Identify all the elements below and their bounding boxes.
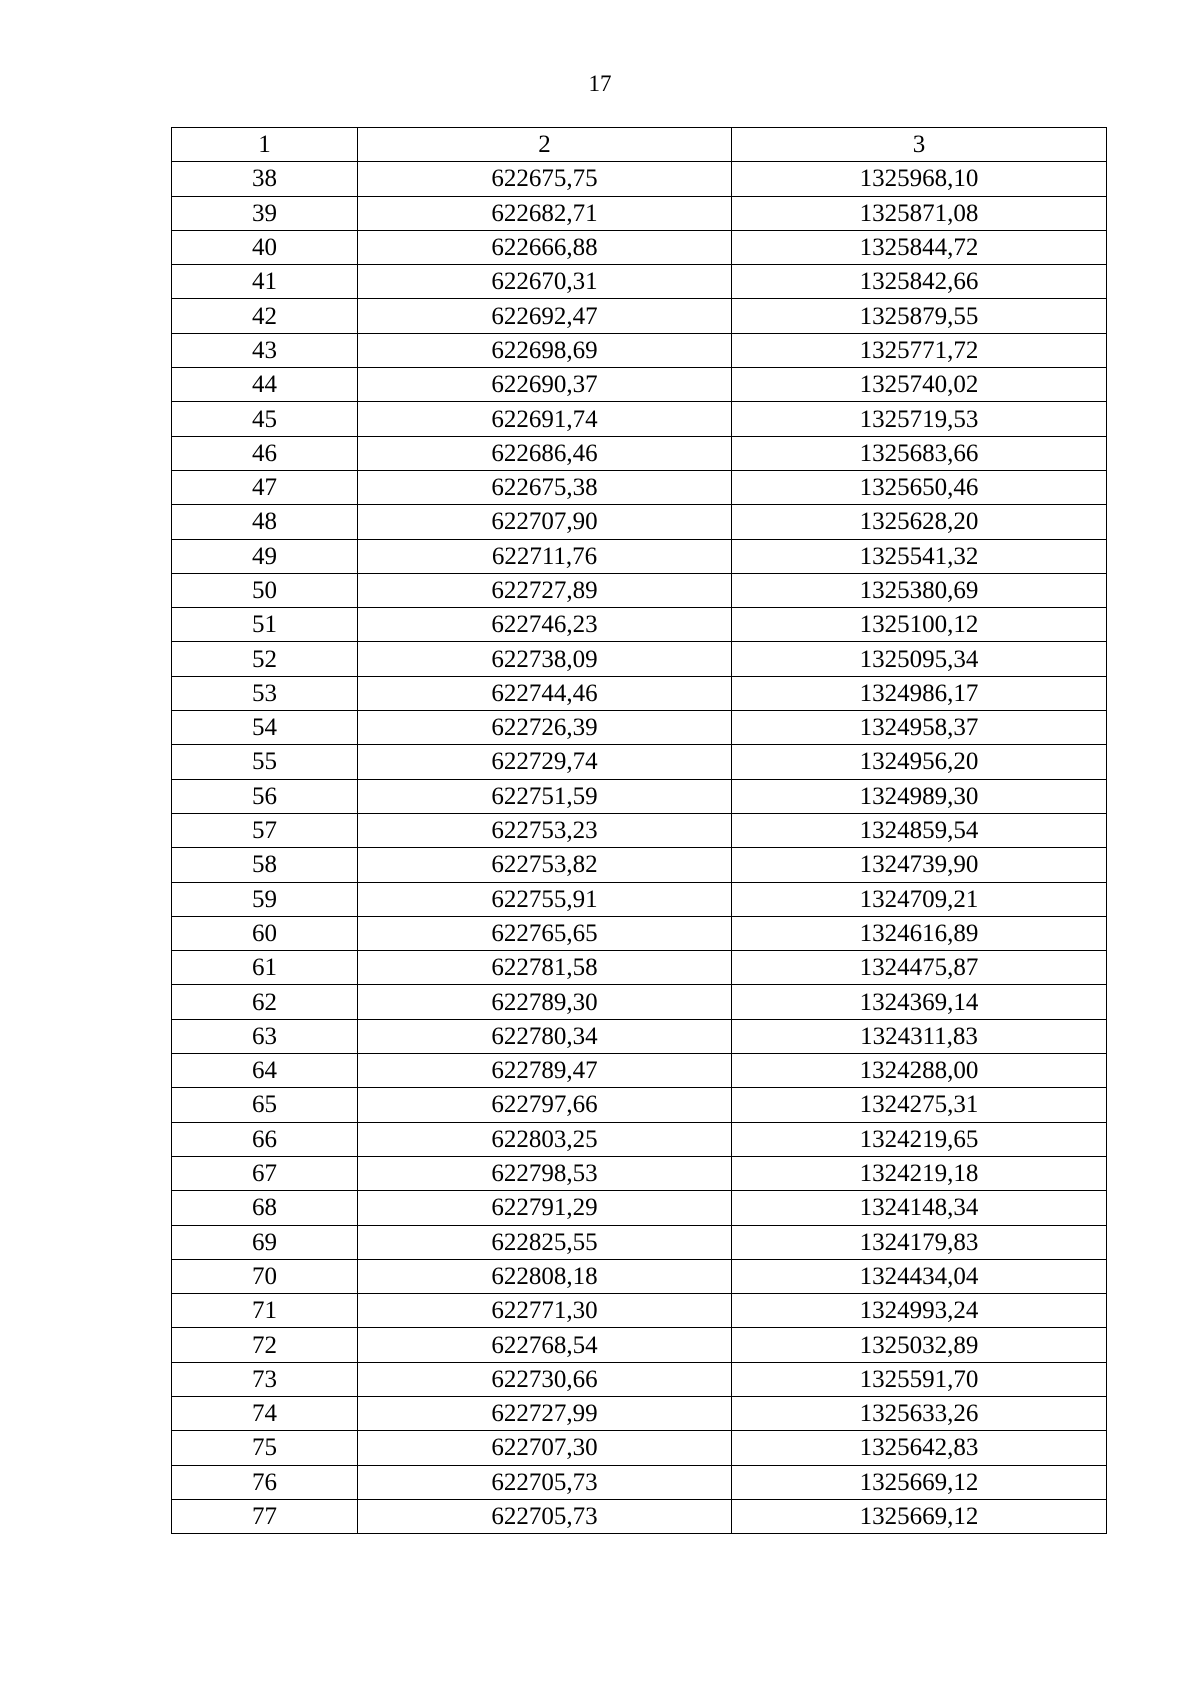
cell-y: 1325380,69 bbox=[732, 573, 1107, 607]
table-row bbox=[172, 711, 1107, 745]
cell-x: 622798,53 bbox=[358, 1156, 732, 1190]
cell-y: 1325842,66 bbox=[732, 265, 1107, 299]
cell-y: 1325642,83 bbox=[732, 1431, 1107, 1465]
cell-point-number: 68 bbox=[172, 1191, 358, 1225]
cell-y: 1324219,65 bbox=[732, 1122, 1107, 1156]
cell-point-number: 67 bbox=[172, 1156, 358, 1190]
cell-point-number: 65 bbox=[172, 1088, 358, 1122]
cell-point-number: 66 bbox=[172, 1122, 358, 1156]
cell-point-number: 48 bbox=[172, 505, 358, 539]
cell-point-number: 73 bbox=[172, 1362, 358, 1396]
cell-point-number: 69 bbox=[172, 1225, 358, 1259]
cell-x: 622797,66 bbox=[358, 1088, 732, 1122]
cell-point-number: 74 bbox=[172, 1396, 358, 1430]
cell-x: 622727,99 bbox=[358, 1396, 732, 1430]
table-row bbox=[172, 333, 1107, 367]
cell-point-number: 44 bbox=[172, 368, 358, 402]
cell-y: 1325740,02 bbox=[732, 368, 1107, 402]
header-cell-x: 2 bbox=[358, 128, 732, 162]
cell-point-number: 70 bbox=[172, 1259, 358, 1293]
cell-y: 1324739,90 bbox=[732, 848, 1107, 882]
cell-x: 622771,30 bbox=[358, 1294, 732, 1328]
cell-y: 1324275,31 bbox=[732, 1088, 1107, 1122]
table-row bbox=[172, 1019, 1107, 1053]
cell-point-number: 40 bbox=[172, 230, 358, 264]
cell-y: 1325095,34 bbox=[732, 642, 1107, 676]
cell-point-number: 38 bbox=[172, 162, 358, 196]
cell-point-number: 46 bbox=[172, 436, 358, 470]
cell-x: 622738,09 bbox=[358, 642, 732, 676]
cell-point-number: 42 bbox=[172, 299, 358, 333]
cell-x: 622781,58 bbox=[358, 951, 732, 985]
cell-point-number: 47 bbox=[172, 470, 358, 504]
cell-point-number: 61 bbox=[172, 951, 358, 985]
cell-point-number: 45 bbox=[172, 402, 358, 436]
cell-x: 622768,54 bbox=[358, 1328, 732, 1362]
header-cell-y: 3 bbox=[732, 128, 1107, 162]
cell-x: 622729,74 bbox=[358, 745, 732, 779]
cell-y: 1324288,00 bbox=[732, 1054, 1107, 1088]
table-row bbox=[172, 265, 1107, 299]
cell-y: 1324311,83 bbox=[732, 1019, 1107, 1053]
cell-point-number: 76 bbox=[172, 1465, 358, 1499]
cell-x: 622808,18 bbox=[358, 1259, 732, 1293]
cell-y: 1324956,20 bbox=[732, 745, 1107, 779]
cell-y: 1324986,17 bbox=[732, 676, 1107, 710]
table-row bbox=[172, 368, 1107, 402]
cell-x: 622692,47 bbox=[358, 299, 732, 333]
cell-point-number: 57 bbox=[172, 813, 358, 847]
cell-x: 622825,55 bbox=[358, 1225, 732, 1259]
cell-point-number: 50 bbox=[172, 573, 358, 607]
cell-x: 622675,38 bbox=[358, 470, 732, 504]
cell-x: 622753,82 bbox=[358, 848, 732, 882]
cell-x: 622753,23 bbox=[358, 813, 732, 847]
table-row bbox=[172, 608, 1107, 642]
coordinates-table bbox=[171, 127, 1107, 1534]
cell-point-number: 63 bbox=[172, 1019, 358, 1053]
table-row bbox=[172, 813, 1107, 847]
table-row bbox=[172, 951, 1107, 985]
cell-y: 1324989,30 bbox=[732, 779, 1107, 813]
cell-y: 1325771,72 bbox=[732, 333, 1107, 367]
table-row bbox=[172, 162, 1107, 196]
cell-y: 1325669,12 bbox=[732, 1465, 1107, 1499]
cell-x: 622698,69 bbox=[358, 333, 732, 367]
table-row bbox=[172, 642, 1107, 676]
cell-x: 622789,30 bbox=[358, 985, 732, 1019]
cell-y: 1324616,89 bbox=[732, 916, 1107, 950]
header-row bbox=[172, 128, 1107, 162]
cell-point-number: 53 bbox=[172, 676, 358, 710]
table-row bbox=[172, 882, 1107, 916]
cell-y: 1324369,14 bbox=[732, 985, 1107, 1019]
cell-y: 1325844,72 bbox=[732, 230, 1107, 264]
cell-y: 1325719,53 bbox=[732, 402, 1107, 436]
cell-x: 622690,37 bbox=[358, 368, 732, 402]
cell-y: 1324993,24 bbox=[732, 1294, 1107, 1328]
cell-y: 1324709,21 bbox=[732, 882, 1107, 916]
table-row bbox=[172, 1465, 1107, 1499]
cell-y: 1325879,55 bbox=[732, 299, 1107, 333]
table-row bbox=[172, 505, 1107, 539]
table-row bbox=[172, 1431, 1107, 1465]
cell-point-number: 51 bbox=[172, 608, 358, 642]
cell-x: 622705,73 bbox=[358, 1465, 732, 1499]
cell-y: 1324179,83 bbox=[732, 1225, 1107, 1259]
table-row bbox=[172, 1499, 1107, 1533]
cell-y: 1325628,20 bbox=[732, 505, 1107, 539]
table-row bbox=[172, 985, 1107, 1019]
page-number: 17 bbox=[588, 71, 612, 96]
table-row bbox=[172, 1396, 1107, 1430]
table-row bbox=[172, 1362, 1107, 1396]
cell-x: 622780,34 bbox=[358, 1019, 732, 1053]
cell-y: 1324475,87 bbox=[732, 951, 1107, 985]
cell-point-number: 43 bbox=[172, 333, 358, 367]
table-row bbox=[172, 1294, 1107, 1328]
cell-x: 622803,25 bbox=[358, 1122, 732, 1156]
cell-x: 622707,90 bbox=[358, 505, 732, 539]
table-row bbox=[172, 196, 1107, 230]
cell-x: 622686,46 bbox=[358, 436, 732, 470]
cell-x: 622727,89 bbox=[358, 573, 732, 607]
cell-point-number: 75 bbox=[172, 1431, 358, 1465]
table-row bbox=[172, 1225, 1107, 1259]
cell-x: 622791,29 bbox=[358, 1191, 732, 1225]
cell-y: 1325683,66 bbox=[732, 436, 1107, 470]
table-row bbox=[172, 848, 1107, 882]
cell-x: 622726,39 bbox=[358, 711, 732, 745]
cell-y: 1324958,37 bbox=[732, 711, 1107, 745]
cell-x: 622730,66 bbox=[358, 1362, 732, 1396]
cell-y: 1325968,10 bbox=[732, 162, 1107, 196]
cell-y: 1325650,46 bbox=[732, 470, 1107, 504]
table-row bbox=[172, 436, 1107, 470]
table-row bbox=[172, 1156, 1107, 1190]
cell-point-number: 72 bbox=[172, 1328, 358, 1362]
table-row bbox=[172, 539, 1107, 573]
cell-point-number: 60 bbox=[172, 916, 358, 950]
cell-point-number: 62 bbox=[172, 985, 358, 1019]
table-row bbox=[172, 676, 1107, 710]
cell-y: 1325669,12 bbox=[732, 1499, 1107, 1533]
header-cell-point-number: 1 bbox=[172, 128, 358, 162]
cell-x: 622744,46 bbox=[358, 676, 732, 710]
cell-x: 622691,74 bbox=[358, 402, 732, 436]
table-row bbox=[172, 1328, 1107, 1362]
table-row bbox=[172, 1088, 1107, 1122]
table-row bbox=[172, 1259, 1107, 1293]
cell-y: 1324148,34 bbox=[732, 1191, 1107, 1225]
cell-x: 622746,23 bbox=[358, 608, 732, 642]
cell-point-number: 59 bbox=[172, 882, 358, 916]
cell-x: 622765,65 bbox=[358, 916, 732, 950]
cell-point-number: 56 bbox=[172, 779, 358, 813]
table-row bbox=[172, 573, 1107, 607]
cell-y: 1324859,54 bbox=[732, 813, 1107, 847]
table-body bbox=[172, 162, 1107, 1534]
cell-point-number: 49 bbox=[172, 539, 358, 573]
cell-x: 622789,47 bbox=[358, 1054, 732, 1088]
cell-point-number: 54 bbox=[172, 711, 358, 745]
table-row bbox=[172, 745, 1107, 779]
cell-point-number: 71 bbox=[172, 1294, 358, 1328]
table-row bbox=[172, 1191, 1107, 1225]
cell-point-number: 39 bbox=[172, 196, 358, 230]
table-row bbox=[172, 470, 1107, 504]
cell-x: 622705,73 bbox=[358, 1499, 732, 1533]
cell-x: 622711,76 bbox=[358, 539, 732, 573]
table-row bbox=[172, 299, 1107, 333]
cell-x: 622675,75 bbox=[358, 162, 732, 196]
table-row bbox=[172, 402, 1107, 436]
table-row bbox=[172, 230, 1107, 264]
cell-y: 1325591,70 bbox=[732, 1362, 1107, 1396]
cell-y: 1325633,26 bbox=[732, 1396, 1107, 1430]
cell-x: 622755,91 bbox=[358, 882, 732, 916]
cell-x: 622751,59 bbox=[358, 779, 732, 813]
cell-point-number: 58 bbox=[172, 848, 358, 882]
table-header bbox=[172, 128, 1107, 162]
cell-point-number: 41 bbox=[172, 265, 358, 299]
cell-y: 1325871,08 bbox=[732, 196, 1107, 230]
cell-y: 1324434,04 bbox=[732, 1259, 1107, 1293]
table-row bbox=[172, 1122, 1107, 1156]
cell-x: 622666,88 bbox=[358, 230, 732, 264]
cell-y: 1325100,12 bbox=[732, 608, 1107, 642]
table-row bbox=[172, 779, 1107, 813]
cell-point-number: 64 bbox=[172, 1054, 358, 1088]
cell-y: 1325032,89 bbox=[732, 1328, 1107, 1362]
cell-point-number: 52 bbox=[172, 642, 358, 676]
table-row bbox=[172, 1054, 1107, 1088]
cell-x: 622670,31 bbox=[358, 265, 732, 299]
table-row bbox=[172, 916, 1107, 950]
cell-y: 1324219,18 bbox=[732, 1156, 1107, 1190]
cell-point-number: 55 bbox=[172, 745, 358, 779]
cell-x: 622682,71 bbox=[358, 196, 732, 230]
cell-y: 1325541,32 bbox=[732, 539, 1107, 573]
cell-point-number: 77 bbox=[172, 1499, 358, 1533]
cell-x: 622707,30 bbox=[358, 1431, 732, 1465]
